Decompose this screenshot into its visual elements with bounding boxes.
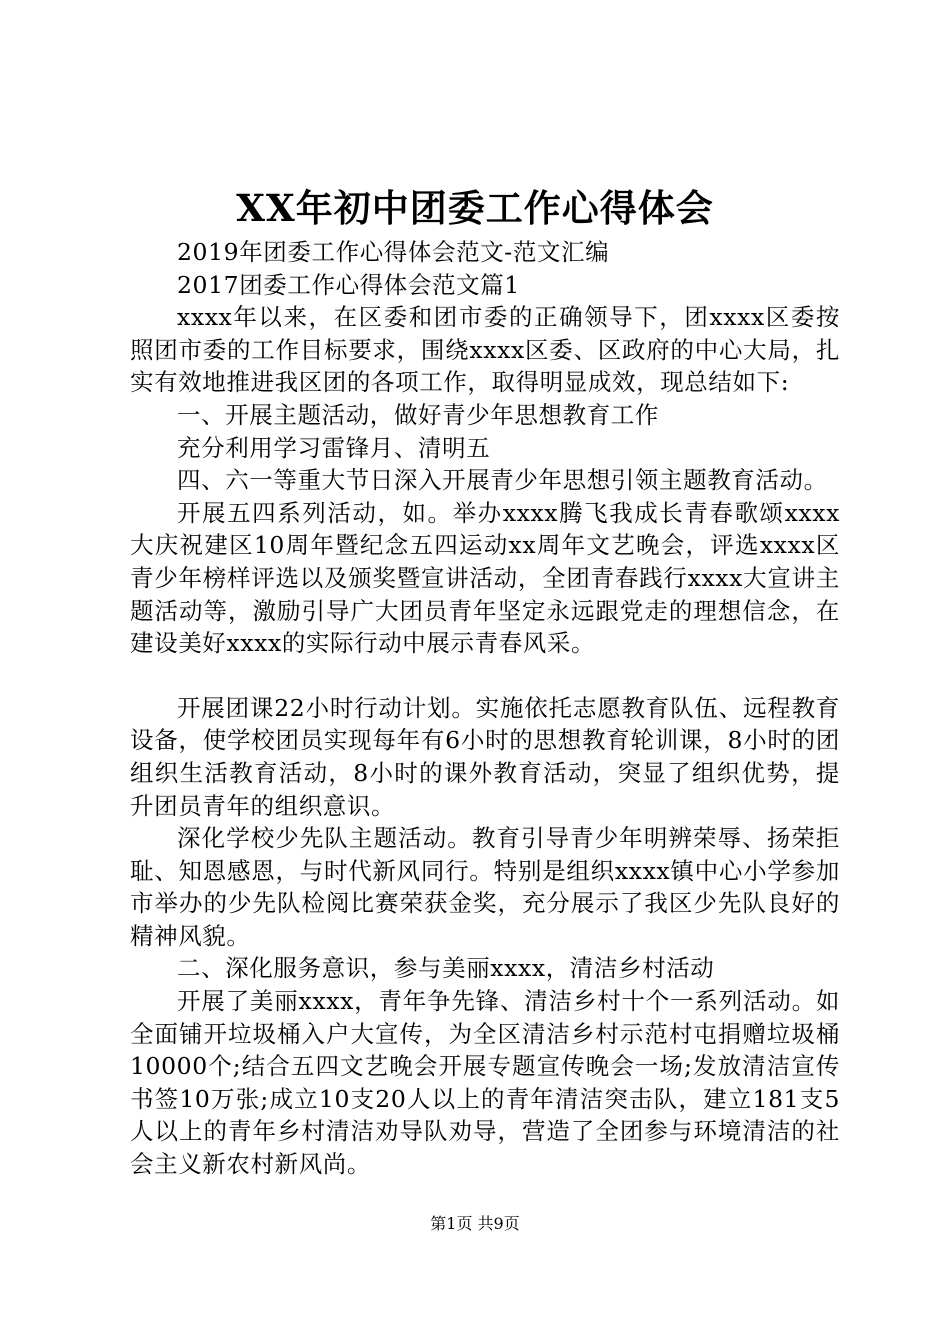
paragraph-heading-1: 一、开展主题活动，做好青少年思想教育工作 [177,400,659,429]
paragraph: 充分利用学习雷锋月、清明五 [177,433,491,462]
paragraph: 四、六一等重大节日深入开展青少年思想引领主题教育活动。 [177,466,828,495]
paragraph-intro: xxxx年以来，在区委和团市委的正确领导下，团xxxx区委按照团市委的工作目标要求，围绕xxxx区委、区政府的中心大局，扎实有效地推进我区团的各项工作，取得明显成效，现总结如下: [130,303,840,397]
document-body [130,236,840,1181]
paragraph-section-heading: 2017团委工作心得体会范文篇1 [177,270,520,299]
document-title: XX年初中团委工作心得体会 [236,186,714,230]
paragraph: 深化学校少先队主题活动。教育引导青少年明辨荣辱、扬荣拒耻、知恩感恩，与时代新风同行。特别是组织xxxx镇中心小学参加市举办的少先队检阅比赛荣获金奖，充分展示了我区少先队良好的精神风貌。 [130,824,840,950]
paragraph-subtitle: 2019年团委工作心得体会范文-范文汇编 [177,238,610,266]
paragraph-heading-2: 二、深化服务意识，参与美丽xxxx，清洁乡村活动 [177,954,715,983]
paragraph: 开展了美丽xxxx，青年争先锋、清洁乡村十个一系列活动。如全面铺开垃圾桶入户大宣传，为全区清洁乡村示范村屯捐赠垃圾桶10000个;结合五四文艺晚会开展专题宣传晚会一场;发放清洁宣传书签10万张;成立10支20人以上的青年清洁突击队，建立181支5人以上的青年乡村清洁劝导队劝导，营造了全团参与环境清洁的社会主义新农村新风尚。 [130,987,840,1179]
page-number-footer: 第1页 共9页 [430,1214,520,1233]
paragraph: 开展五四系列活动，如。举办xxxx腾飞我成长青春歌颂xxxx大庆祝建区10周年暨纪念五四运动xx周年文艺晚会，评选xxxx区青少年榜样评选以及颁奖暨宣讲活动，全团青春践行xxxx大宣讲主题活动等，激励引导广大团员青年坚定永远跟党走的理想信念，在建设美好xxxx的实际行动中展示青春风采。 [130,498,840,658]
paragraph: 开展团课22小时行动计划。实施依托志愿教育队伍、远程教育设备，使学校团员实现每年有6小时的思想教育轮训课，8小时的团组织生活教育活动，8小时的课外教育活动，突显了组织优势，提升团员青年的组织意识。 [130,693,840,820]
